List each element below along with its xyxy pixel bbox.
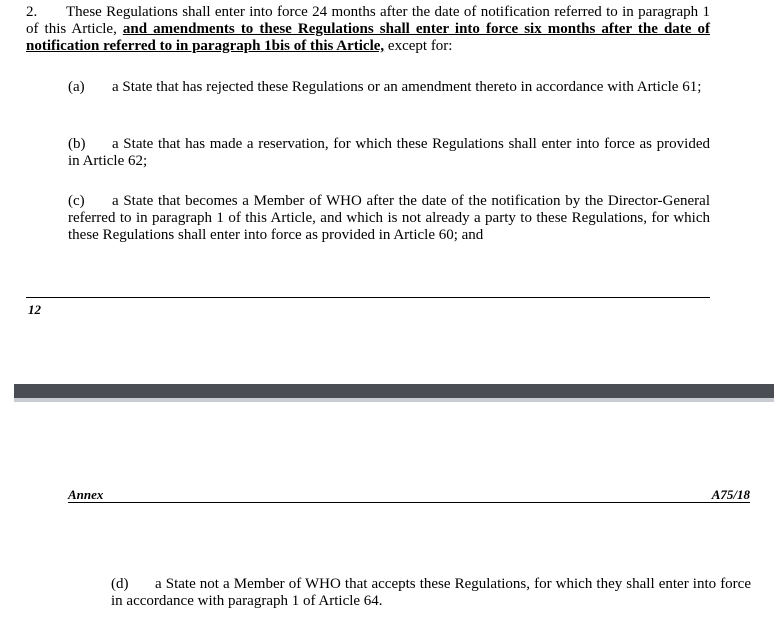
paragraph-number: 2.	[26, 4, 38, 20]
subitem-a	[68, 79, 710, 96]
page-separator-shadow	[14, 398, 774, 402]
header-annex: Annex	[68, 487, 104, 502]
subitem-text: a State not a Member of WHO that accepts these Regulations, for which they shall enter into force in accordance with paragraph 1 of Article 64.	[111, 576, 751, 609]
paragraph-text-before: These Regulations shall enter into force 24 months after the date of notification referred to in paragraph 1 of this Article,	[26, 4, 710, 37]
header-divider	[68, 502, 750, 503]
page-separator	[14, 384, 774, 398]
subitem-label: (c)	[68, 193, 85, 209]
subitem-text: a State that becomes a Member of WHO after the date of the notification by the Director-General referred to in paragraph 1 of this Article, and which is not already a party to these Regulations, for which these Regulations shall enter into force as provided in Article 60; and	[68, 193, 710, 243]
subitem-b	[68, 136, 710, 170]
subitem-label: (b)	[68, 136, 86, 152]
subitem-label: (a)	[68, 79, 85, 95]
subitem-text: a State that has made a reservation, for which these Regulations shall enter into force as provided in Article 62;	[68, 136, 710, 169]
amendment-text: and amendments to these Regulations shall enter into force six months after the date of notification referred to in paragraph 1bis of this Article,	[26, 21, 710, 54]
paragraph-text-after: except for:	[387, 38, 453, 54]
paragraph-2	[26, 4, 710, 55]
subitem-d	[111, 576, 751, 610]
footer-divider	[26, 297, 710, 298]
subitem-c	[68, 193, 710, 244]
page-number: 12	[28, 302, 41, 317]
header-document-code: A75/18	[711, 487, 750, 502]
subitem-label: (d)	[111, 576, 129, 592]
subitem-text: a State that has rejected these Regulations or an amendment thereto in accordance with Article 61;	[112, 79, 702, 95]
